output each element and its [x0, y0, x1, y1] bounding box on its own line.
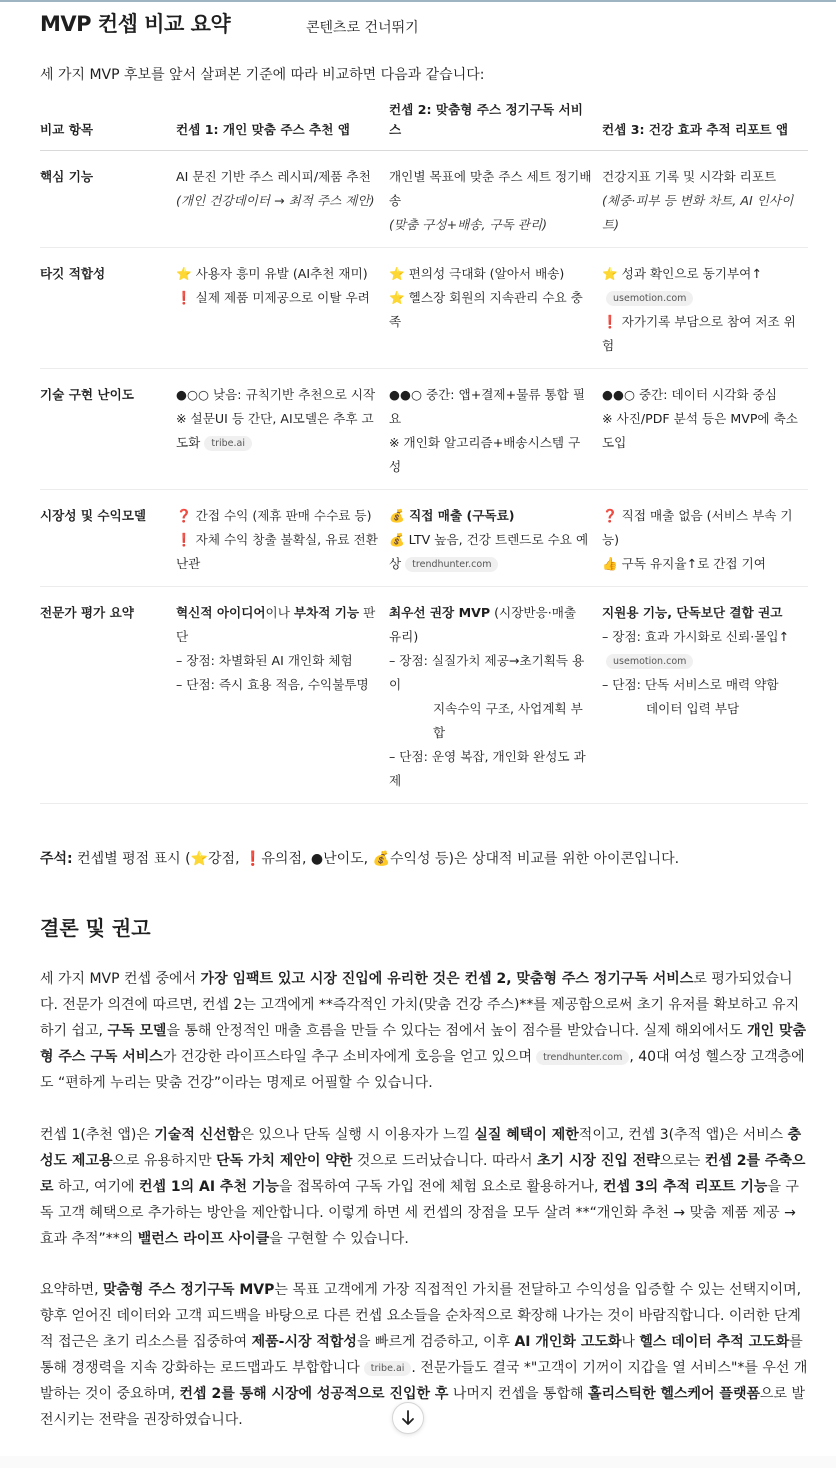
bold-text: 컨셉 1의 AI 추천 기능 — [138, 1179, 279, 1195]
text-run: 것으로 드러났습니다. 따라서 — [352, 1153, 537, 1169]
bold-text: 제품-시장 적합성 — [251, 1334, 357, 1350]
text-run: , 40대 여성 헬스장 고객층에도 “편하게 누리는 맞춤 건강”이라는 명제로 어필할 수 있습니다. — [40, 1049, 805, 1091]
intro-text: 세 가지 MVP 후보를 앞서 살펴본 기준에 따라 비교하면 다음과 같습니다: — [40, 67, 485, 83]
text-run: 요약하면, — [40, 1282, 103, 1298]
skip-to-content-link[interactable]: 콘텐츠로 건너뛰기 — [306, 20, 419, 36]
bold-text: 가장 임팩트 있고 시장 진입에 유리한 것은 컨셉 2, 맞춤형 주스 정기구독 서비스 — [200, 971, 694, 987]
text-run: 을 빠르게 검증하고, 이후 — [356, 1334, 515, 1350]
text-run: . 전문가들도 결국 *"고객이 기꺼이 지갑을 열 서비스"*를 우선 개발하는 것이 중요하며, — [40, 1360, 808, 1402]
header-concept-2: 컨셉 2: 맞춤형 주스 정기구독 서비스 — [389, 100, 602, 151]
text-run: 하고, 여기에 — [53, 1179, 139, 1195]
text-run: 나머지 컨셉을 통합해 — [448, 1386, 588, 1402]
source-chip[interactable]: usemotion.com — [606, 654, 693, 669]
comparison-table — [40, 100, 808, 804]
source-chip[interactable]: tribe.ai — [204, 436, 252, 451]
paragraph — [40, 1122, 808, 1252]
table-cell: ⭐ 사용자 흥미 유발 (AI추천 재미) ❗ 실제 제품 미제공으로 이탈 우려 — [176, 248, 389, 369]
text-run: 을 접목하여 구독 가입 전에 체험 요소로 활용하거나, — [278, 1179, 603, 1195]
table-cell: ●●○ 중간: 앱+결제+물류 통합 필요 ※ 개인화 알고리즘+배송시스템 구성 — [389, 369, 602, 490]
table-cell: AI 문진 기반 주스 레시피/제품 추천 (개인 건강데이터 → 최적 주스 제안) — [176, 151, 389, 248]
bold-text: 구독 모델 — [107, 1023, 167, 1039]
table-cell: 혁신적 아이디어이나 부차적 기능 판단 – 장점: 차별화된 AI 개인화 체험 – 단점: 즉시 효용 적음, 수익불투명 — [176, 587, 389, 804]
bold-text: 단독 가치 제안이 약한 — [216, 1153, 353, 1169]
table-row — [40, 248, 808, 369]
text-run: 으로 발전시키는 전략을 권장하였습니다. — [40, 1386, 806, 1428]
bold-text: 충성도 제고용 — [40, 1127, 802, 1169]
table-cell: 건강지표 기록 및 시각화 리포트 (체중·피부 등 변화 차트, AI 인사이트) — [602, 151, 808, 248]
row-label: 핵심 기능 — [40, 151, 176, 248]
header-criteria: 비교 항목 — [40, 100, 176, 151]
paragraph — [40, 1277, 808, 1433]
text-run: 는 목표 고객에게 가장 직접적인 가치를 전달하고 수익성을 입증할 수 있는 선택지이며, 향후 얻어진 데이터와 고객 피드백을 바탕으로 다른 컨셉 요소들을 순차적으로 확장해 나가는 것이 바람직합니다. 이러한 단계적 접근은 초기 리소스를 집중하여 — [40, 1282, 802, 1350]
text-run: 를 통해 경쟁력을 지속 강화하는 로드맵과도 부합합니다 — [40, 1334, 803, 1376]
text-run: 컨셉 1(추천 앱)은 — [40, 1127, 155, 1143]
bold-text: 기술적 신선함 — [154, 1127, 241, 1143]
table-row — [40, 490, 808, 587]
table-cell: 개인별 목표에 맞춘 주스 세트 정기배송 (맞춤 구성+배송, 구독 관리) — [389, 151, 602, 248]
bold-text: 맞춤형 주스 정기구독 MVP — [103, 1282, 275, 1298]
table-row — [40, 151, 808, 248]
header-concept-1: 컨셉 1: 개인 맞춤 주스 추천 앱 — [176, 100, 389, 151]
text-run: 적이고, 컨셉 3(추적 앱)은 서비스 — [578, 1127, 788, 1143]
title-row — [40, 8, 808, 40]
row-label: 기술 구현 난이도 — [40, 369, 176, 490]
bold-text: 실질 혜택이 제한 — [474, 1127, 579, 1143]
text-run: 을 구현할 수 있습니다. — [269, 1231, 409, 1247]
row-label: 시장성 및 수익모델 — [40, 490, 176, 587]
table-cell: 최우선 권장 MVP (시장반응·매출 유리) – 장점: 실질가치 제공→초기획득 용이 지속수익 구조, 사업계획 부합 – 단점: 운영 복잡, 개인화 완성도 과제 — [389, 587, 602, 804]
bold-text: 헬스 데이터 추적 고도화 — [639, 1334, 790, 1350]
bold-text: 초기 시장 진입 전략 — [536, 1153, 660, 1169]
text-run: 은 있으나 단독 실행 시 이용자가 느낄 — [240, 1127, 475, 1143]
text-run: 로 평가되었습니다. 전문가 의견에 따르면, 컨셉 2는 고객에게 **즉각적인 가치(맞춤 건강 주스)**를 제공함으로써 초기 유저를 확보하고 유지하기 쉽고, — [40, 971, 800, 1039]
text-run: 을 구독 고객 혜택으로 추가하는 방안을 제안합니다. 이렇게 하면 세 컨셉의 장점을 모두 살려 **“개인화 추천 → 맞춤 제품 제공 → 효과 추적”**의 — [40, 1179, 799, 1247]
table-cell: ❓ 간접 수익 (제휴 판매 수수료 등) ❗ 자체 수익 창출 불확실, 유료 전환 난관 — [176, 490, 389, 587]
table-row — [40, 369, 808, 490]
source-chip[interactable]: trendhunter.com — [405, 557, 498, 572]
top-border — [0, 0, 836, 2]
page-title: MVP 컨셉 비교 요약 — [40, 12, 231, 36]
paragraph — [40, 966, 808, 1096]
row-label: 타깃 적합성 — [40, 248, 176, 369]
bold-text: 밸런스 라이프 사이클 — [137, 1231, 270, 1247]
bold-text: 컨셉 2를 통해 시장에 성공적으로 진입한 후 — [179, 1386, 449, 1402]
source-chip[interactable]: trendhunter.com — [536, 1050, 629, 1065]
text-run: 으로는 — [659, 1153, 705, 1169]
bold-text: AI 개인화 고도화 — [514, 1334, 622, 1350]
bold-text: 컨셉 3의 추적 리포트 기능 — [602, 1179, 768, 1195]
row-label: 전문가 평가 요약 — [40, 587, 176, 804]
table-cell: 💰 직접 매출 (구독료) 💰 LTV 높음, 건강 트렌드로 수요 예상 trendhunter.com — [389, 490, 602, 587]
bold-text: 컨셉 2를 주축으로 — [40, 1153, 806, 1195]
table-header-row — [40, 100, 808, 151]
text-run: 을 통해 안정적인 매출 흐름을 만들 수 있다는 점에서 높이 점수를 받았습니다. 실제 해외에서도 — [166, 1023, 748, 1039]
footnote: 주석: 컨셉별 평점 표시 (⭐강점, ❗유의점, ●난이도, 💰수익성 등)은 상대적 비교를 위한 아이콘입니다. — [40, 851, 680, 867]
bottom-strip — [0, 1456, 836, 1468]
table-cell: ❓ 직접 매출 없음 (서비스 부속 기능) 👍 구독 유지율↑로 간접 기여 — [602, 490, 808, 587]
scroll-down-button[interactable] — [392, 1402, 424, 1434]
table-cell: ⭐ 편의성 극대화 (알아서 배송) ⭐ 헬스장 회원의 지속관리 수요 충족 — [389, 248, 602, 369]
bold-text: 개인 맞춤형 주스 구독 서비스 — [40, 1023, 807, 1065]
section-heading: 결론 및 권고 — [40, 916, 151, 940]
bold-text: 홀리스틱한 헬스케어 플랫폼 — [587, 1386, 761, 1402]
text-run: 나 — [621, 1334, 640, 1350]
table-cell: ●●○ 중간: 데이터 시각화 중심 ※ 사진/PDF 분석 등은 MVP에 축소 도입 — [602, 369, 808, 490]
text-run: 가 건강한 라이프스타일 추구 소비자에게 호응을 얻고 있으며 — [162, 1049, 533, 1065]
text-run: 으로 유용하지만 — [112, 1153, 217, 1169]
table-cell: ●○○ 낮음: 규칙기반 추천으로 시작 ※ 설문UI 등 간단, AI모델은 추후 고도화 tribe.ai — [176, 369, 389, 490]
table-cell: 지원용 기능, 단독보단 결합 권고 – 장점: 효과 가시화로 신뢰·몰입↑ usemotion.com – 단점: 단독 서비스로 매력 약함 데이터 입력 부담 — [602, 587, 808, 804]
text-run: 세 가지 MVP 컨셉 중에서 — [40, 971, 201, 987]
table-row — [40, 587, 808, 804]
header-concept-3: 컨셉 3: 건강 효과 추적 리포트 앱 — [602, 100, 808, 151]
source-chip[interactable]: tribe.ai — [364, 1361, 412, 1376]
source-chip[interactable]: usemotion.com — [606, 291, 693, 306]
table-cell: ⭐ 성과 확인으로 동기부여↑ usemotion.com ❗ 자가기록 부담으로 참여 저조 위험 — [602, 248, 808, 369]
arrow-down-icon — [401, 1410, 415, 1426]
